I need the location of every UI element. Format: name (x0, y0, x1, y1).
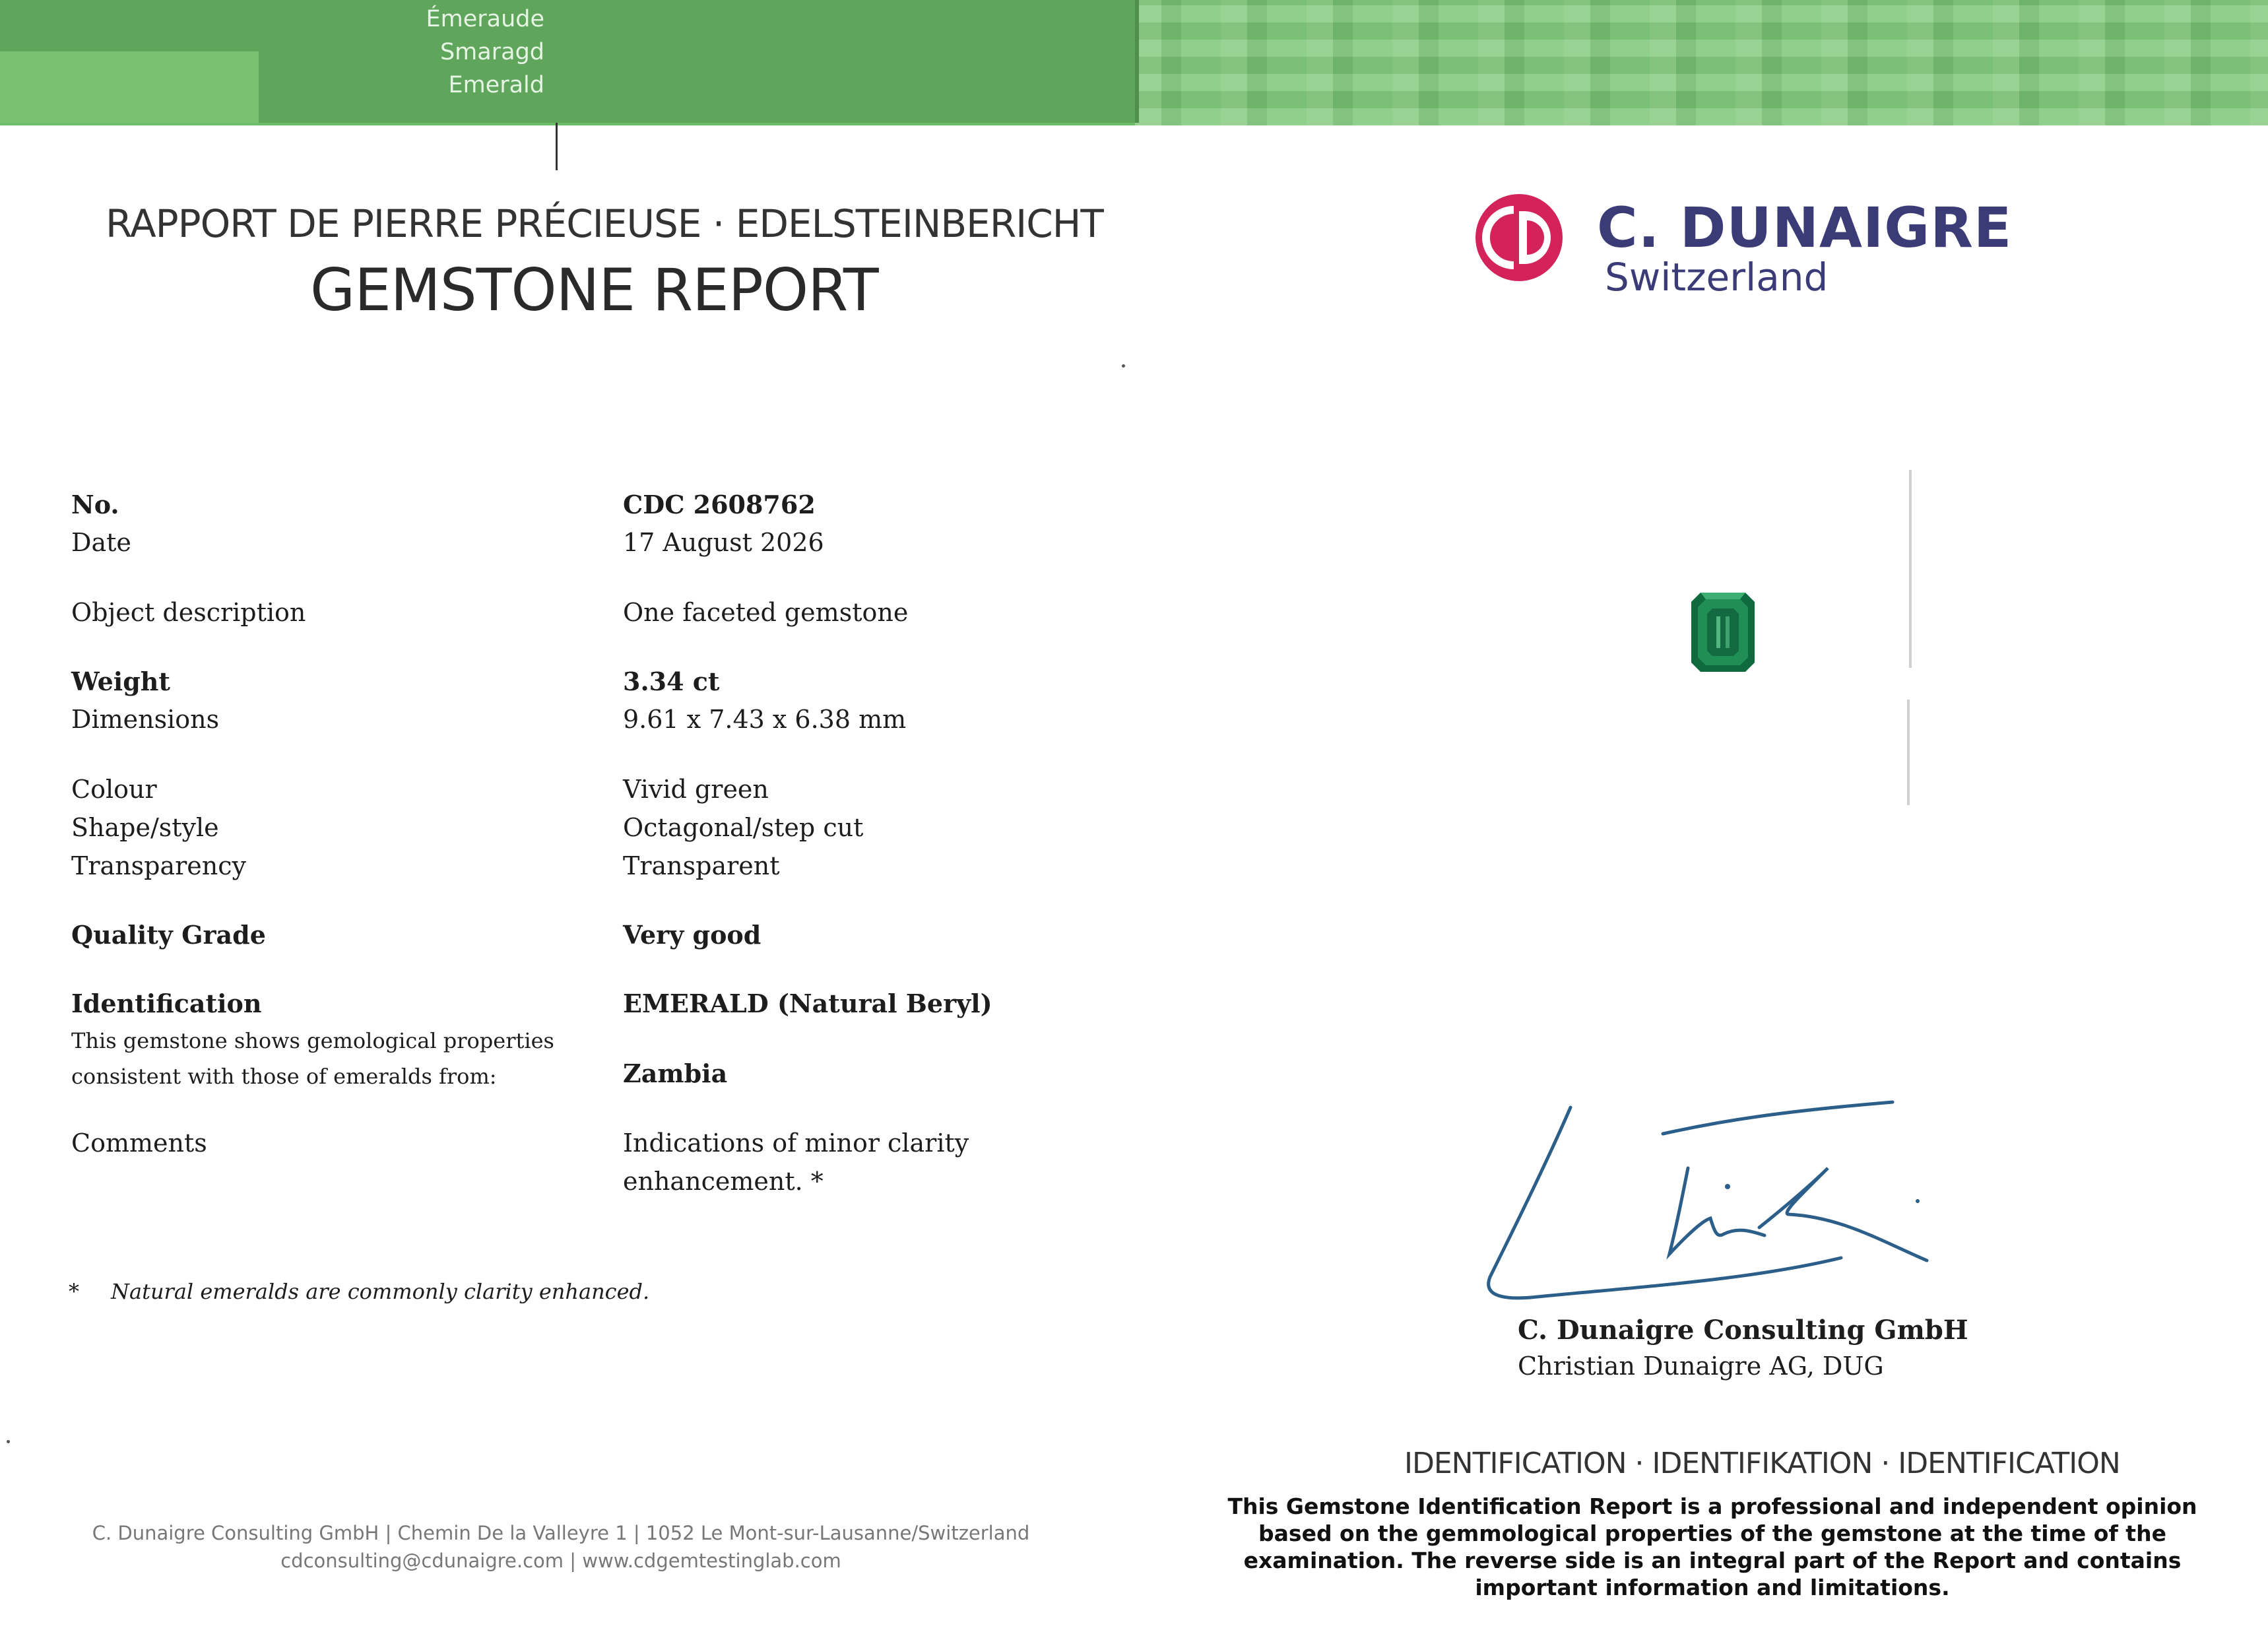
header-band-divider (1135, 0, 1139, 123)
colour-label: Colour (71, 775, 157, 804)
footnote-text: Natural emeralds are commonly clarity enhanced. (111, 1279, 650, 1304)
dimensions-label: Dimensions (71, 705, 220, 734)
identification-heading: IDENTIFICATION · IDENTIFIKATION · IDENTIFICATION (1404, 1447, 2120, 1480)
comments-label: Comments (71, 1129, 207, 1158)
stone-name-de: Smaragd (439, 39, 544, 65)
weight-label: Weight (71, 667, 170, 696)
header-band-pattern (1135, 0, 2268, 125)
shape-label: Shape/style (71, 813, 219, 842)
identification-label: Identification (71, 989, 262, 1018)
signature-signer: Christian Dunaigre AG, DUG (1518, 1352, 1884, 1381)
report-title: GEMSTONE REPORT (310, 256, 878, 324)
footnote-star: * (69, 1279, 79, 1304)
object-value: One faceted gemstone (623, 598, 909, 627)
handwritten-signature (1472, 1063, 1947, 1313)
emerald-gem-photo (1691, 593, 1755, 672)
identification-value: EMERALD (Natural Beryl) (623, 989, 992, 1018)
disclaimer-line: important information and limitations. (1475, 1575, 1950, 1600)
contact-line: cdconsulting@cdunaigre.com | www.cdgemtestinglab.com (280, 1550, 841, 1572)
origin-note-line2: consistent with those of emeralds from: (71, 1064, 497, 1089)
photo-frame-line (1909, 470, 1912, 668)
scan-speck (1122, 364, 1125, 368)
origin-note-line1: This gemstone shows gemological properties (71, 1028, 554, 1053)
header-band (0, 0, 2268, 125)
transparency-value: Transparent (623, 851, 780, 880)
stone-name-en: Emerald (448, 72, 544, 98)
scan-speck (7, 1440, 10, 1443)
cd-logo-icon (1473, 191, 1565, 284)
object-label: Object description (71, 598, 306, 627)
shape-value: Octagonal/step cut (623, 813, 864, 842)
quality-label: Quality Grade (71, 920, 266, 950)
stone-names (426, 3, 544, 102)
logo-name: C. DUNAIGRE (1597, 195, 2013, 260)
transparency-label: Transparency (71, 851, 246, 880)
disclaimer-line: examination. The reverse side is an integral part of the Report and contains (1243, 1548, 2182, 1573)
address-line: C. Dunaigre Consulting GmbH | Chemin De la Valleyre 1 | 1052 Le Mont-sur-Lausanne/Switzerland (92, 1522, 1030, 1544)
signature-company: C. Dunaigre Consulting GmbH (1518, 1315, 1968, 1346)
report-subtitle: RAPPORT DE PIERRE PRÉCIEUSE · EDELSTEINBERICHT (106, 201, 1103, 246)
date-label: Date (71, 528, 131, 557)
disclaimer-line: This Gemstone Identification Report is a professional and independent opinion (1227, 1493, 2197, 1519)
address-footer (53, 1519, 1069, 1575)
colour-value: Vivid green (623, 775, 769, 804)
disclaimer (1227, 1493, 2197, 1601)
header-band-tab (0, 51, 259, 123)
header-tick-mark (556, 123, 558, 170)
quality-value: Very good (623, 920, 761, 950)
comments-line1: Indications of minor clarity (623, 1129, 969, 1158)
no-label: No. (71, 490, 119, 519)
stone-name-fr: Émeraude (426, 6, 544, 32)
dimensions-value: 9.61 x 7.43 x 6.38 mm (623, 705, 907, 734)
disclaimer-line: based on the gemmological properties of the gemstone at the time of the (1258, 1521, 2166, 1546)
no-value: CDC 2608762 (623, 490, 816, 519)
logo-subtitle: Switzerland (1605, 255, 1829, 300)
photo-frame-line (1907, 700, 1910, 805)
footnote (69, 1279, 649, 1304)
comments-line2: enhancement. * (623, 1167, 824, 1196)
origin-value: Zambia (623, 1059, 728, 1088)
date-value: 17 August 2026 (623, 528, 824, 557)
weight-value: 3.34 ct (623, 667, 720, 696)
